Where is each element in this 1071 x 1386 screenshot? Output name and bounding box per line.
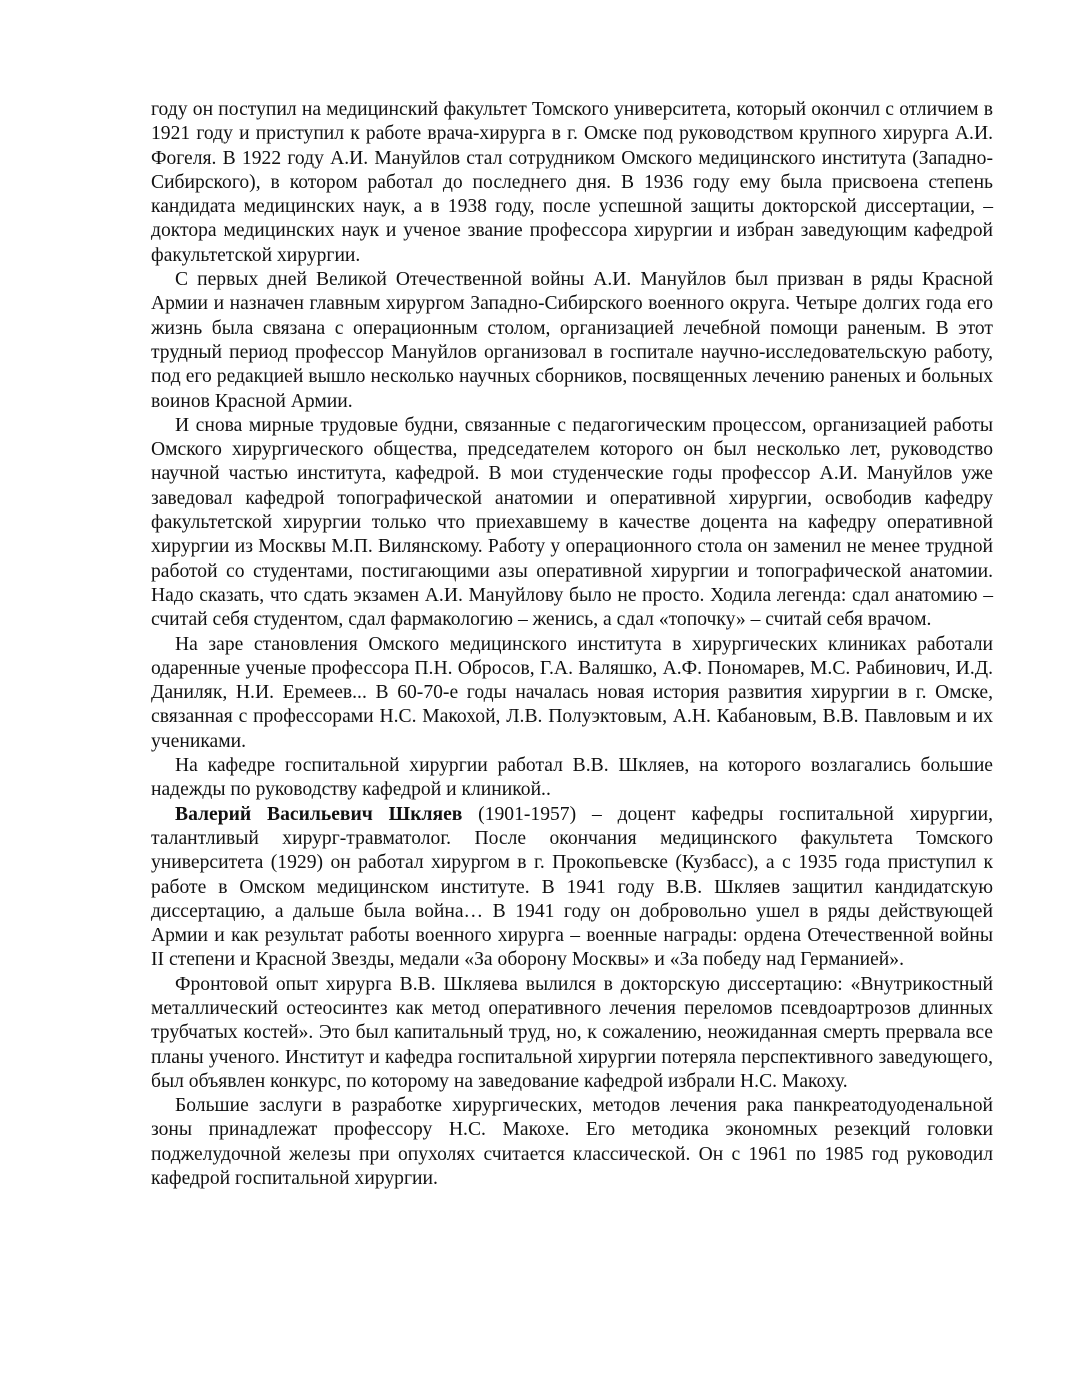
paragraph-3-text: И снова мирные трудовые будни, связанные с педагогическим процессом, организацией работы Омского хирургического общества, председателем которого он был несколько лет, руководство научной частью института, кафедрой. В мои студенческие годы профессор А.И. Мануйлов уже заведовал кафедрой топографической анатомии и оперативной хирургии, освободив кафедру факультетской хирургии только что приехавшему в качестве доцента на кафедру оперативной хирургии из Москвы М.П. Вилянскому. Работу у операционного стола он заменил не менее трудной работой со студентами, постигающими азы оперативной хирургии и топографической анатомии. Надо сказать, что сдать экзамен А.И. Мануйлову было не просто. Ходила легенда: сдал анатомию – считай себя студентом, сдал фармакологию – женись, а сдал «топочку» – считай себя врачом. [151,414,993,631]
paragraph-6-text: (1901-1957) – доцент кафедры госпитальной хирургии, талантливый хирург-травматолог. После окончания медицинского факультета Томского университета (1929) он работал хирургом в г. Прокопьевске (Кузбасс), а с 1935 года приступил к работе в Омском медицинском институте. В 1941 году В.В. Шкляев защитил кандидатскую диссертацию, а дальше была война… В 1941 году он добровольно ушел в ряды действующей Армии и как результат работы военного хирурга – военные награды: ордена Отечественной войны II степени и Красной Звезды, медали «За оборону Москвы» и «За победу над Германией». [151,803,993,971]
paragraph-6-bold-name: Валерий Васильевич Шкляев [175,803,463,825]
paragraph-1 [151,98,993,268]
paragraph-7-text: Фронтовой опыт хирурга В.В. Шкляева вылился в докторскую диссертацию: «Внутрикостный металлический остеосинтез как метод оперативного лечения переломов псевдоартрозов длинных трубчатых костей». Это был капитальный труд, но, к сожалению, неожиданная смерть прервала все планы ученого. Институт и кафедра госпитальной хирургии потеряла перспективного заведующего, был объявлен конкурс, по которому на заведование кафедрой избрали Н.С. Макоху. [151,973,993,1092]
paragraph-8 [151,1094,993,1191]
paragraph-1-text: году он поступил на медицинский факультет Томского университета, который окончил с отличием в 1921 году и приступил к работе врача-хирурга в г. Омске под руководством крупного хирурга А.И. Фогеля. В 1922 году А.И. Мануйлов стал сотрудником Омского медицинского института (Западно-Сибирского), в котором работал до последнего дня. В 1936 году ему была присвоена степень кандидата медицинских наук, а в 1938 году, после успешной защиты докторской диссертации, – доктора медицинских наук и ученое звание профессора хирургии и избран заведующим кафедрой факультетской хирургии. [151,99,993,266]
paragraph-5 [151,754,993,803]
document-page [151,98,993,1191]
paragraph-6 [151,803,993,973]
paragraph-4 [151,633,993,754]
paragraph-4-text: На заре становления Омского медицинского института в хирургических клиниках работали одаренные ученые профессора П.Н. Обросов, Г.А. Валяшко, А.Ф. Пономарев, М.С. Рабинович, И.Д. Даниляк, Н.И. Еремеев... В 60-70-е годы началась новая история развития хирургии в г. Омске, связанная с профессорами Н.С. Макохой, Л.В. Полуэктовым, А.Н. Кабановым, В.В. Павловым и их учениками. [151,633,993,752]
paragraph-8-text: Большие заслуги в разработке хирургических, методов лечения рака панкреатодуоденальной зоны принадлежат профессору Н.С. Макохе. Его методика экономных резекций головки поджелудочной железы при опухолях считается классической. Он с 1961 по 1985 год руководил кафедрой госпитальной хирургии. [151,1095,993,1190]
paragraph-2-text: С первых дней Великой Отечественной войны А.И. Мануйлов был призван в ряды Красной Армии и назначен главным хирургом Западно-Сибирского военного округа. Четыре долгих года его жизнь была связана с операционным столом, организацией лечебной помощи раненым. В этот трудный период профессор Мануйлов организовал в госпитале научно-исследовательскую работу, под его редакцией вышло несколько научных сборников, посвященных лечению раненых и больных воинов Красной Армии. [151,269,993,412]
paragraph-7 [151,973,993,1094]
paragraph-3 [151,414,993,633]
paragraph-2 [151,268,993,414]
paragraph-5-text: На кафедре госпитальной хирургии работал В.В. Шкляев, на которого возлагались большие надежды по руководству кафедрой и клиникой.. [151,755,993,801]
